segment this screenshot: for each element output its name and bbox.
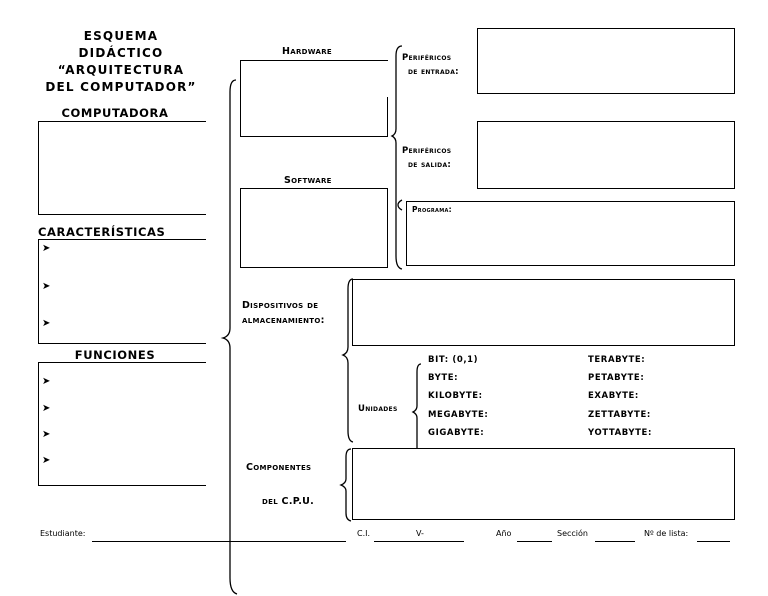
hardware-bottom-line (240, 136, 388, 137)
perifericos-entrada-line-2: de entrada: (408, 67, 459, 77)
ci-label: C.I. (357, 529, 371, 538)
unit-bit: BIT: (0,1) (428, 355, 479, 365)
perifericos-entrada-box[interactable] (477, 28, 735, 94)
perifericos-salida-line-2: de salida: (408, 160, 452, 170)
title-line-3: “ARQUITECTURA (57, 63, 185, 77)
dispositivos-line-1: Dispositivos de (242, 300, 319, 311)
estudiante-field[interactable] (92, 541, 346, 542)
computadora-heading: COMPUTADORA (61, 106, 169, 120)
funciones-top-line (38, 362, 206, 363)
dispositivos-line-2: almacenamiento: (242, 315, 325, 326)
funciones-bullet-2: ➤ (42, 403, 51, 414)
lista-label: Nº de lista: (644, 529, 689, 538)
seccion-field[interactable] (595, 541, 635, 542)
cpu-label: del C.P.U. (262, 496, 315, 507)
unit-petabyte: PETABYTE: (588, 373, 645, 384)
lista-field[interactable] (697, 541, 730, 542)
ci-v-label: V- (416, 529, 424, 538)
unit-terabyte: TERABYTE: (588, 355, 646, 365)
unit-byte: BYTE: (428, 373, 459, 384)
unit-exabyte: EXABYTE: (588, 391, 639, 402)
funciones-bullet-1: ➤ (42, 376, 51, 387)
unit-zettabyte: ZETTABYTE: (588, 409, 651, 420)
perifericos-salida-label (402, 144, 451, 172)
page-title (36, 28, 206, 96)
estudiante-label: Estudiante: (40, 529, 86, 538)
funciones-heading: FUNCIONES (74, 348, 156, 362)
main-brace (220, 78, 240, 596)
units-right-list (588, 351, 652, 442)
unit-yottabyte: YOTTABYTE: (588, 427, 652, 438)
perifericos-entrada-line-1: Periféricos (402, 53, 452, 63)
programa-box[interactable] (406, 201, 735, 266)
computadora-top-line (38, 121, 206, 122)
title-line-4: DEL COMPUTADOR” (45, 80, 197, 94)
almacenamiento-box[interactable] (352, 279, 735, 346)
unit-megabyte: MEGABYTE: (428, 409, 489, 420)
caracteristicas-heading: CARACTERÍSTICAS (38, 225, 166, 239)
hardware-right-line (387, 97, 388, 137)
unit-kilobyte: KILOBYTE: (428, 391, 483, 402)
funciones-bullet-4: ➤ (42, 455, 51, 466)
unit-gigabyte: GIGABYTE: (428, 427, 485, 438)
software-box (240, 188, 388, 268)
cpu-box[interactable] (352, 448, 735, 520)
perifericos-entrada-label (402, 51, 459, 79)
computadora-bottom-line (38, 214, 206, 215)
anio-field[interactable] (517, 541, 552, 542)
funciones-bottom-line (38, 485, 206, 486)
perifericos-salida-line-1: Periféricos (402, 146, 452, 156)
unidades-label: Unidades (358, 404, 398, 414)
perifericos-salida-box[interactable] (477, 121, 735, 189)
software-label: Software (284, 175, 332, 186)
ci-field[interactable] (374, 541, 464, 542)
units-left-list (428, 351, 488, 442)
computadora-left-line (38, 121, 39, 215)
componentes-label: Componentes (246, 462, 312, 473)
hardware-label: Hardware (282, 46, 332, 57)
hardware-underline (240, 60, 388, 61)
caracteristicas-bullet-3: ➤ (42, 318, 51, 329)
funciones-left-line (38, 362, 39, 486)
anio-label: Año (496, 529, 512, 538)
dispositivos-label (242, 298, 325, 328)
programa-brace (395, 198, 405, 212)
funciones-bullet-3: ➤ (42, 429, 51, 440)
hardware-left-line (240, 60, 241, 137)
caracteristicas-bullet-2: ➤ (42, 281, 51, 292)
caracteristicas-left-line (38, 239, 39, 344)
caracteristicas-bottom-line (38, 343, 206, 344)
programa-label: Programa: (412, 205, 452, 214)
title-line-1: ESQUEMA (83, 29, 159, 43)
seccion-label: Sección (557, 529, 588, 538)
caracteristicas-top-line (38, 239, 206, 240)
caracteristicas-bullet-1: ➤ (42, 243, 51, 254)
title-line-2: DIDÁCTICO (78, 46, 164, 60)
